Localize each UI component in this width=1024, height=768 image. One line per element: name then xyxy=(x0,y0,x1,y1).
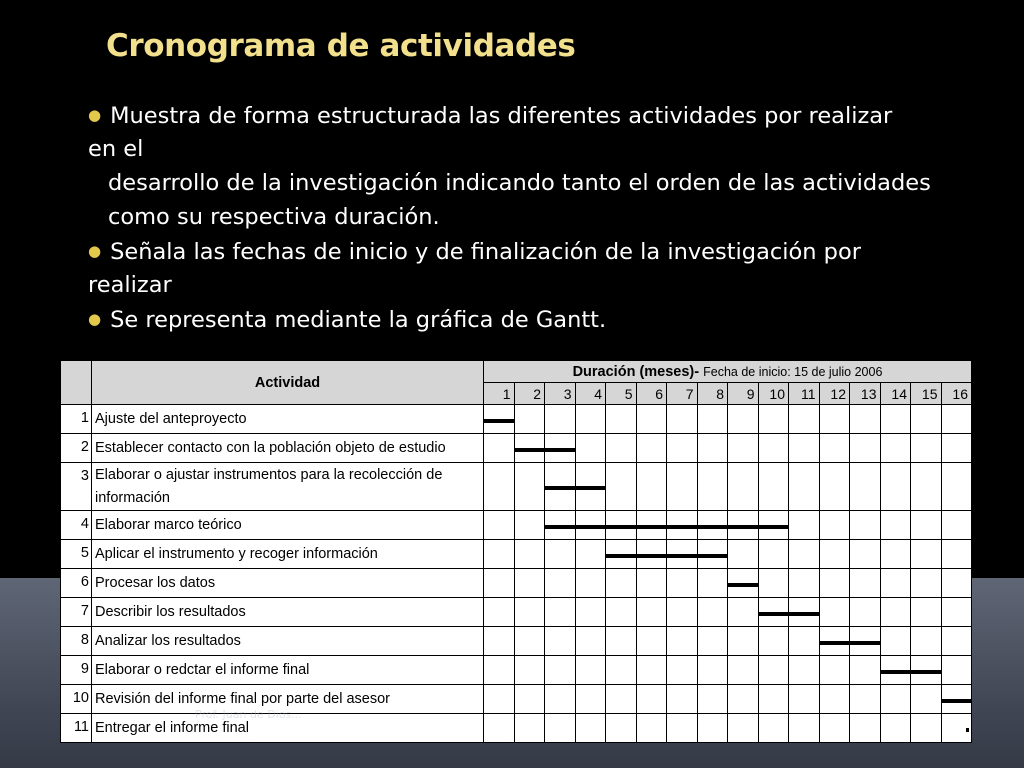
month-cell xyxy=(484,714,515,743)
month-cell xyxy=(575,685,606,714)
month-cell xyxy=(880,714,911,743)
month-number: 8 xyxy=(697,383,728,405)
body-line-text: desarrollo de la investigación indicando tanto el orden de las actividades xyxy=(108,170,931,196)
month-cell xyxy=(941,656,972,685)
month-cell xyxy=(789,463,820,511)
month-number: 5 xyxy=(606,383,637,405)
month-cell xyxy=(697,656,728,685)
body-line xyxy=(88,200,988,234)
gantt-row xyxy=(61,540,972,569)
gantt-bar xyxy=(515,448,576,452)
row-number: 9 xyxy=(61,656,92,685)
month-cell xyxy=(819,569,850,598)
month-cell xyxy=(636,685,667,714)
activity-name: Procesar los datos xyxy=(92,569,484,598)
month-cell xyxy=(911,685,942,714)
month-number: 9 xyxy=(728,383,759,405)
month-cell xyxy=(667,685,698,714)
month-cell xyxy=(514,405,545,434)
month-cell xyxy=(911,463,942,511)
month-cell xyxy=(880,627,911,656)
duration-header xyxy=(484,361,972,383)
month-cell xyxy=(514,714,545,743)
row-number: 5 xyxy=(61,540,92,569)
month-cell xyxy=(667,627,698,656)
body-line xyxy=(88,132,988,166)
month-cell xyxy=(606,714,637,743)
month-cell xyxy=(941,540,972,569)
month-cell xyxy=(667,569,698,598)
month-cell xyxy=(758,463,789,511)
month-number: 16 xyxy=(941,383,972,405)
month-cell xyxy=(606,463,637,511)
gantt-bar xyxy=(728,583,759,587)
body-line-text: Señala las fechas de inicio y de finalización de la investigación por xyxy=(110,239,861,265)
row-number: 7 xyxy=(61,598,92,627)
month-cell xyxy=(484,598,515,627)
month-cell xyxy=(545,627,576,656)
body-line xyxy=(88,166,988,200)
month-cell xyxy=(880,569,911,598)
month-cell xyxy=(606,434,637,463)
month-cell xyxy=(667,714,698,743)
row-number: 8 xyxy=(61,627,92,656)
month-cell xyxy=(758,685,789,714)
month-cell xyxy=(880,540,911,569)
month-cell xyxy=(575,569,606,598)
month-cell xyxy=(697,463,728,511)
body-line xyxy=(88,302,988,336)
month-cell xyxy=(941,627,972,656)
month-cell xyxy=(789,511,820,540)
gantt-row xyxy=(61,656,972,685)
bullet-icon: ● xyxy=(88,310,102,328)
month-cell xyxy=(911,714,942,743)
month-cell xyxy=(789,405,820,434)
month-cell xyxy=(667,405,698,434)
month-cell xyxy=(850,434,881,463)
month-cell xyxy=(728,540,759,569)
month-number: 6 xyxy=(636,383,667,405)
gantt-bar xyxy=(545,486,606,490)
month-cell xyxy=(575,540,606,569)
month-number: 4 xyxy=(575,383,606,405)
month-cell xyxy=(758,627,789,656)
month-cell xyxy=(697,434,728,463)
month-cell xyxy=(697,627,728,656)
gantt-row xyxy=(61,569,972,598)
month-cell xyxy=(941,463,972,511)
row-number: 3 xyxy=(61,463,92,511)
slide-footer: Prof. Juan de Dios... xyxy=(195,708,302,721)
month-cell xyxy=(575,405,606,434)
month-cell xyxy=(911,540,942,569)
month-cell xyxy=(850,511,881,540)
month-cell xyxy=(545,540,576,569)
slide-body-text xyxy=(88,98,988,336)
month-cell xyxy=(484,569,515,598)
activity-header: Actividad xyxy=(92,361,484,405)
month-cell xyxy=(789,714,820,743)
month-cell xyxy=(575,434,606,463)
body-line-text: realizar xyxy=(88,272,172,298)
month-number: 1 xyxy=(484,383,515,405)
month-cell xyxy=(575,714,606,743)
month-cell xyxy=(514,656,545,685)
bullet-icon: ● xyxy=(88,106,102,124)
month-cell xyxy=(880,463,911,511)
month-cell xyxy=(545,685,576,714)
month-cell xyxy=(819,511,850,540)
gantt-bar xyxy=(545,525,789,529)
month-cell xyxy=(789,569,820,598)
month-cell xyxy=(911,569,942,598)
month-cell xyxy=(575,598,606,627)
month-cell xyxy=(514,598,545,627)
month-cell xyxy=(819,714,850,743)
month-cell xyxy=(880,598,911,627)
month-cell xyxy=(789,627,820,656)
gantt-bar xyxy=(484,419,515,423)
row-number: 10 xyxy=(61,685,92,714)
month-cell xyxy=(697,714,728,743)
month-cell xyxy=(941,598,972,627)
start-date-label: Fecha de inicio: 15 de julio 2006 xyxy=(703,364,883,379)
body-line xyxy=(88,234,988,268)
month-cell xyxy=(545,569,576,598)
month-cell xyxy=(880,685,911,714)
duration-header-sep: - xyxy=(694,363,704,380)
month-cell xyxy=(850,569,881,598)
month-cell xyxy=(606,598,637,627)
month-cell xyxy=(636,598,667,627)
month-cell xyxy=(484,627,515,656)
activity-name: Ajuste del anteproyecto xyxy=(92,405,484,434)
month-cell xyxy=(697,405,728,434)
month-cell xyxy=(667,463,698,511)
month-cell xyxy=(911,598,942,627)
duration-header-label: Duración (meses) xyxy=(572,363,695,380)
month-cell xyxy=(911,405,942,434)
month-cell xyxy=(758,569,789,598)
gantt-row xyxy=(61,511,972,540)
month-cell xyxy=(606,627,637,656)
row-number: 4 xyxy=(61,511,92,540)
month-cell xyxy=(514,685,545,714)
month-cell xyxy=(728,405,759,434)
month-number: 7 xyxy=(667,383,698,405)
gantt-row xyxy=(61,598,972,627)
month-cell xyxy=(819,463,850,511)
month-cell xyxy=(484,511,515,540)
activity-name: Elaborar o ajustar instrumentos para la recolección de información xyxy=(92,463,484,511)
month-number: 14 xyxy=(880,383,911,405)
month-cell xyxy=(606,656,637,685)
gantt-table xyxy=(60,360,972,743)
month-number: 12 xyxy=(819,383,850,405)
activity-name: Describir los resultados xyxy=(92,598,484,627)
month-cell xyxy=(636,627,667,656)
month-cell xyxy=(484,540,515,569)
month-cell xyxy=(728,627,759,656)
month-cell xyxy=(819,656,850,685)
activity-name: Establecer contacto con la población objeto de estudio xyxy=(92,434,484,463)
bullet-icon: ● xyxy=(88,242,102,260)
month-cell xyxy=(514,511,545,540)
month-cell xyxy=(575,656,606,685)
activity-name: Aplicar el instrumento y recoger información xyxy=(92,540,484,569)
month-number: 2 xyxy=(514,383,545,405)
month-cell xyxy=(484,656,515,685)
body-line-text: Se representa mediante la gráfica de Gantt. xyxy=(110,307,607,333)
month-cell xyxy=(545,714,576,743)
body-line-text: Muestra de forma estructurada las diferentes actividades por realizar xyxy=(110,103,893,129)
month-cell xyxy=(728,598,759,627)
row-number: 2 xyxy=(61,434,92,463)
month-cell xyxy=(850,714,881,743)
row-number: 1 xyxy=(61,405,92,434)
month-cell xyxy=(514,463,545,511)
month-number: 10 xyxy=(758,383,789,405)
gantt-bar xyxy=(820,641,881,645)
month-cell xyxy=(636,434,667,463)
row-number: 6 xyxy=(61,569,92,598)
month-cell xyxy=(606,569,637,598)
month-cell xyxy=(911,511,942,540)
month-cell xyxy=(941,569,972,598)
month-cell xyxy=(941,511,972,540)
body-line xyxy=(88,98,988,132)
month-cell xyxy=(911,627,942,656)
gantt-bar xyxy=(966,728,969,732)
month-cell xyxy=(636,714,667,743)
month-cell xyxy=(819,685,850,714)
month-cell xyxy=(850,540,881,569)
month-cell xyxy=(789,685,820,714)
month-number: 15 xyxy=(911,383,942,405)
month-cell xyxy=(575,627,606,656)
month-cell xyxy=(758,656,789,685)
month-cell xyxy=(850,405,881,434)
gantt-row xyxy=(61,405,972,434)
month-cell xyxy=(636,656,667,685)
month-cell xyxy=(728,714,759,743)
month-cell xyxy=(819,540,850,569)
month-cell xyxy=(819,405,850,434)
month-cell xyxy=(514,569,545,598)
gantt-bar xyxy=(606,554,728,558)
gantt-row xyxy=(61,463,972,511)
body-line xyxy=(88,268,988,302)
month-cell xyxy=(758,714,789,743)
month-cell xyxy=(789,434,820,463)
month-cell xyxy=(941,434,972,463)
month-cell xyxy=(484,434,515,463)
month-cell xyxy=(789,540,820,569)
month-cell xyxy=(850,598,881,627)
month-cell xyxy=(850,685,881,714)
month-cell xyxy=(880,434,911,463)
month-cell xyxy=(667,434,698,463)
month-cell xyxy=(545,656,576,685)
month-cell xyxy=(606,685,637,714)
corner-cell xyxy=(61,361,92,405)
month-cell xyxy=(484,463,515,511)
month-number: 3 xyxy=(545,383,576,405)
row-number: 11 xyxy=(61,714,92,743)
month-cell xyxy=(880,405,911,434)
month-cell xyxy=(667,598,698,627)
month-cell xyxy=(697,598,728,627)
month-cell xyxy=(636,463,667,511)
slide-title: Cronograma de actividades xyxy=(106,28,576,64)
activity-name: Analizar los resultados xyxy=(92,627,484,656)
month-cell xyxy=(728,463,759,511)
month-cell xyxy=(697,569,728,598)
body-line-text: en el xyxy=(88,136,144,162)
month-cell xyxy=(545,598,576,627)
month-cell xyxy=(636,405,667,434)
activity-name: Elaborar marco teórico xyxy=(92,511,484,540)
month-cell xyxy=(606,405,637,434)
month-cell xyxy=(728,434,759,463)
month-cell xyxy=(636,569,667,598)
month-cell xyxy=(758,434,789,463)
activity-name: Revisión del informe final por parte del asesor xyxy=(92,685,484,714)
month-cell xyxy=(728,656,759,685)
month-cell xyxy=(758,405,789,434)
month-cell xyxy=(880,511,911,540)
month-cell xyxy=(941,405,972,434)
month-number: 11 xyxy=(789,383,820,405)
body-line-text: como su respectiva duración. xyxy=(108,204,440,230)
month-cell xyxy=(667,656,698,685)
month-cell xyxy=(545,405,576,434)
gantt-bar xyxy=(942,699,973,703)
gantt-bar xyxy=(881,670,942,674)
month-cell xyxy=(850,656,881,685)
month-cell xyxy=(514,627,545,656)
month-cell xyxy=(911,434,942,463)
activity-name: Elaborar o redctar el informe final xyxy=(92,656,484,685)
month-cell xyxy=(514,540,545,569)
month-cell xyxy=(789,656,820,685)
month-cell xyxy=(758,540,789,569)
month-cell xyxy=(697,685,728,714)
month-cell xyxy=(819,598,850,627)
gantt-bar xyxy=(759,612,820,616)
month-number: 13 xyxy=(850,383,881,405)
month-cell xyxy=(484,685,515,714)
month-cell xyxy=(819,434,850,463)
month-cell xyxy=(728,685,759,714)
month-cell xyxy=(850,463,881,511)
activity-name: Entregar el informe final xyxy=(92,714,484,743)
